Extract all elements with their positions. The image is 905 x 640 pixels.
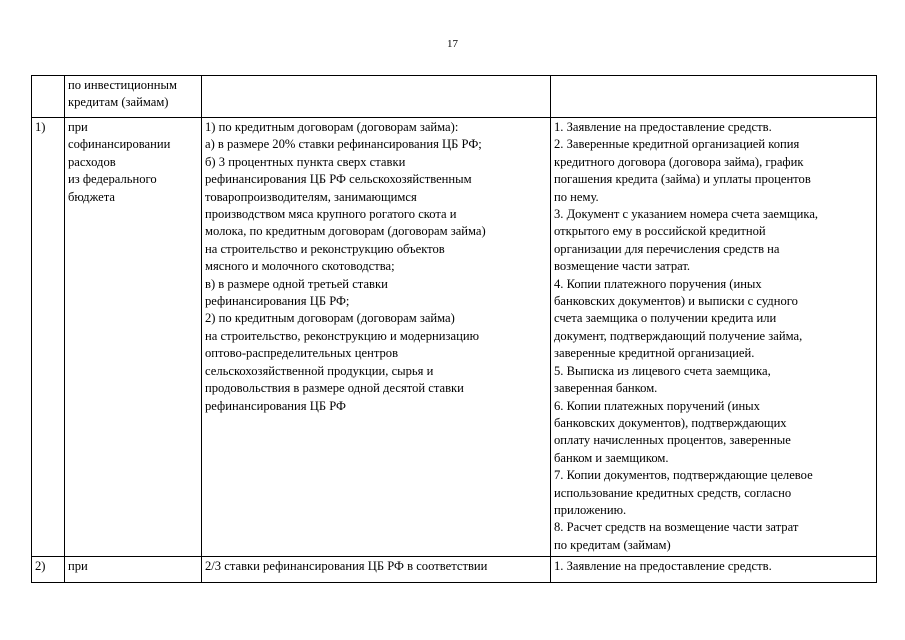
cell-text-line: из федерального	[68, 172, 157, 187]
cell-text-line: кредитного договора (договора займа), график	[554, 154, 804, 169]
cell-text-line: 2. Заверенные кредитной организацией копия	[554, 137, 800, 152]
table-row	[32, 76, 877, 118]
cell-text-line: открытого ему в российской кредитной	[554, 224, 766, 239]
cell-text-line: продовольствия в размере одной десятой ставки	[205, 381, 464, 396]
cell-text-line: б) 3 процентных пункта сверх ставки	[205, 154, 406, 169]
cell-text-line: рефинансирования ЦБ РФ сельскохозяйственным	[205, 172, 472, 187]
cell-text-line: при	[68, 559, 88, 574]
required-documents-cell	[551, 118, 877, 557]
cell-text-line: бюджета	[68, 189, 115, 204]
table-row	[32, 557, 877, 583]
cell-text-line: производством мяса крупного рогатого скота и	[205, 207, 457, 222]
cell-text-line: оптово-распределительных центров	[205, 346, 399, 361]
cell-text-line: банковских документов) и выписки с судного	[554, 294, 798, 309]
cell-text-line: рефинансирования ЦБ РФ;	[205, 294, 350, 309]
page-number: 17	[447, 38, 458, 50]
cell-text-line: в) в размере одной третьей ставки	[205, 276, 388, 291]
cell-text-line: рефинансирования ЦБ РФ	[205, 398, 346, 413]
cell-text-line: приложению.	[554, 502, 627, 517]
rate-conditions-cell	[202, 557, 551, 583]
cell-text-line: мясного и молочного скотоводства;	[205, 259, 395, 274]
cell-text-line: оплату начисленных процентов, заверенные	[554, 433, 791, 448]
cell-text-line: 1. Заявление на предоставление средств.	[554, 559, 772, 574]
row-number-cell	[32, 76, 65, 118]
required-documents-cell	[551, 76, 877, 118]
cell-text-line: 4. Копии платежного поручения (иных	[554, 276, 762, 291]
cell-text-line: товаропроизводителям, занимающимся	[205, 189, 417, 204]
cell-text-line: возмещение части затрат.	[554, 259, 691, 274]
required-documents-cell	[551, 557, 877, 583]
rate-conditions-cell	[202, 76, 551, 118]
cell-text-line: на строительство, реконструкцию и модернизацию	[205, 328, 479, 343]
cell-text-line: заверенные кредитной организацией.	[554, 346, 755, 361]
cell-text-line: погашения кредита (займа) и уплаты процентов	[554, 172, 811, 187]
support-type-cell	[65, 118, 202, 557]
cell-text-line: по кредитам (займам)	[554, 537, 671, 552]
cell-text-line: использование кредитных средств, согласно	[554, 485, 792, 500]
cell-text-line: 2) по кредитным договорам (договорам займа)	[205, 311, 455, 326]
cell-text-line: на строительство и реконструкцию объектов	[205, 241, 445, 256]
cell-text-line: молока, по кредитным договорам (договорам займа)	[205, 224, 486, 239]
row-number-cell: 1)	[32, 118, 65, 557]
cell-text-line: кредитам (займам)	[68, 95, 169, 110]
cell-text-line: софинансировании	[68, 137, 171, 152]
cell-text-line: банковских документов), подтверждающих	[554, 415, 787, 430]
support-type-cell	[65, 76, 202, 118]
cell-text-line: 1) по кредитным договорам (договорам займа):	[205, 120, 459, 134]
cell-text-line: 5. Выписка из лицевого счета заемщика,	[554, 363, 771, 378]
cell-text-line: 8. Расчет средств на возмещение части затрат	[554, 520, 799, 535]
cell-text-line: по нему.	[554, 189, 599, 204]
cell-text-line: 3. Документ с указанием номера счета заемщика,	[554, 207, 819, 222]
table-row	[32, 118, 877, 557]
rate-conditions-cell	[202, 118, 551, 557]
cell-text-line: 2/3 ставки рефинансирования ЦБ РФ в соответствии	[205, 559, 488, 574]
row-number-cell: 2)	[32, 557, 65, 583]
cell-text-line: расходов	[68, 154, 116, 169]
support-type-cell	[65, 557, 202, 583]
cell-text-line: счета заемщика о получении кредита или	[554, 311, 777, 326]
cell-text-line: 1. Заявление на предоставление средств.	[554, 120, 772, 134]
cell-text-line: организации для перечисления средств на	[554, 241, 780, 256]
cell-text-line: банком и заемщиком.	[554, 450, 669, 465]
cell-text-line: 6. Копии платежных поручений (иных	[554, 398, 760, 413]
cell-text-line: сельскохозяйственной продукции, сырья и	[205, 363, 434, 378]
document-table	[31, 75, 877, 583]
cell-text-line: документ, подтверждающий получение займа,	[554, 328, 803, 343]
cell-text-line: а) в размере 20% ставки рефинансирования ЦБ РФ;	[205, 137, 482, 152]
cell-text-line: 7. Копии документов, подтверждающие целевое	[554, 468, 813, 483]
cell-text-line: по инвестиционным	[68, 78, 177, 92]
cell-text-line: при	[68, 120, 88, 134]
cell-text-line: заверенная банком.	[554, 381, 658, 396]
